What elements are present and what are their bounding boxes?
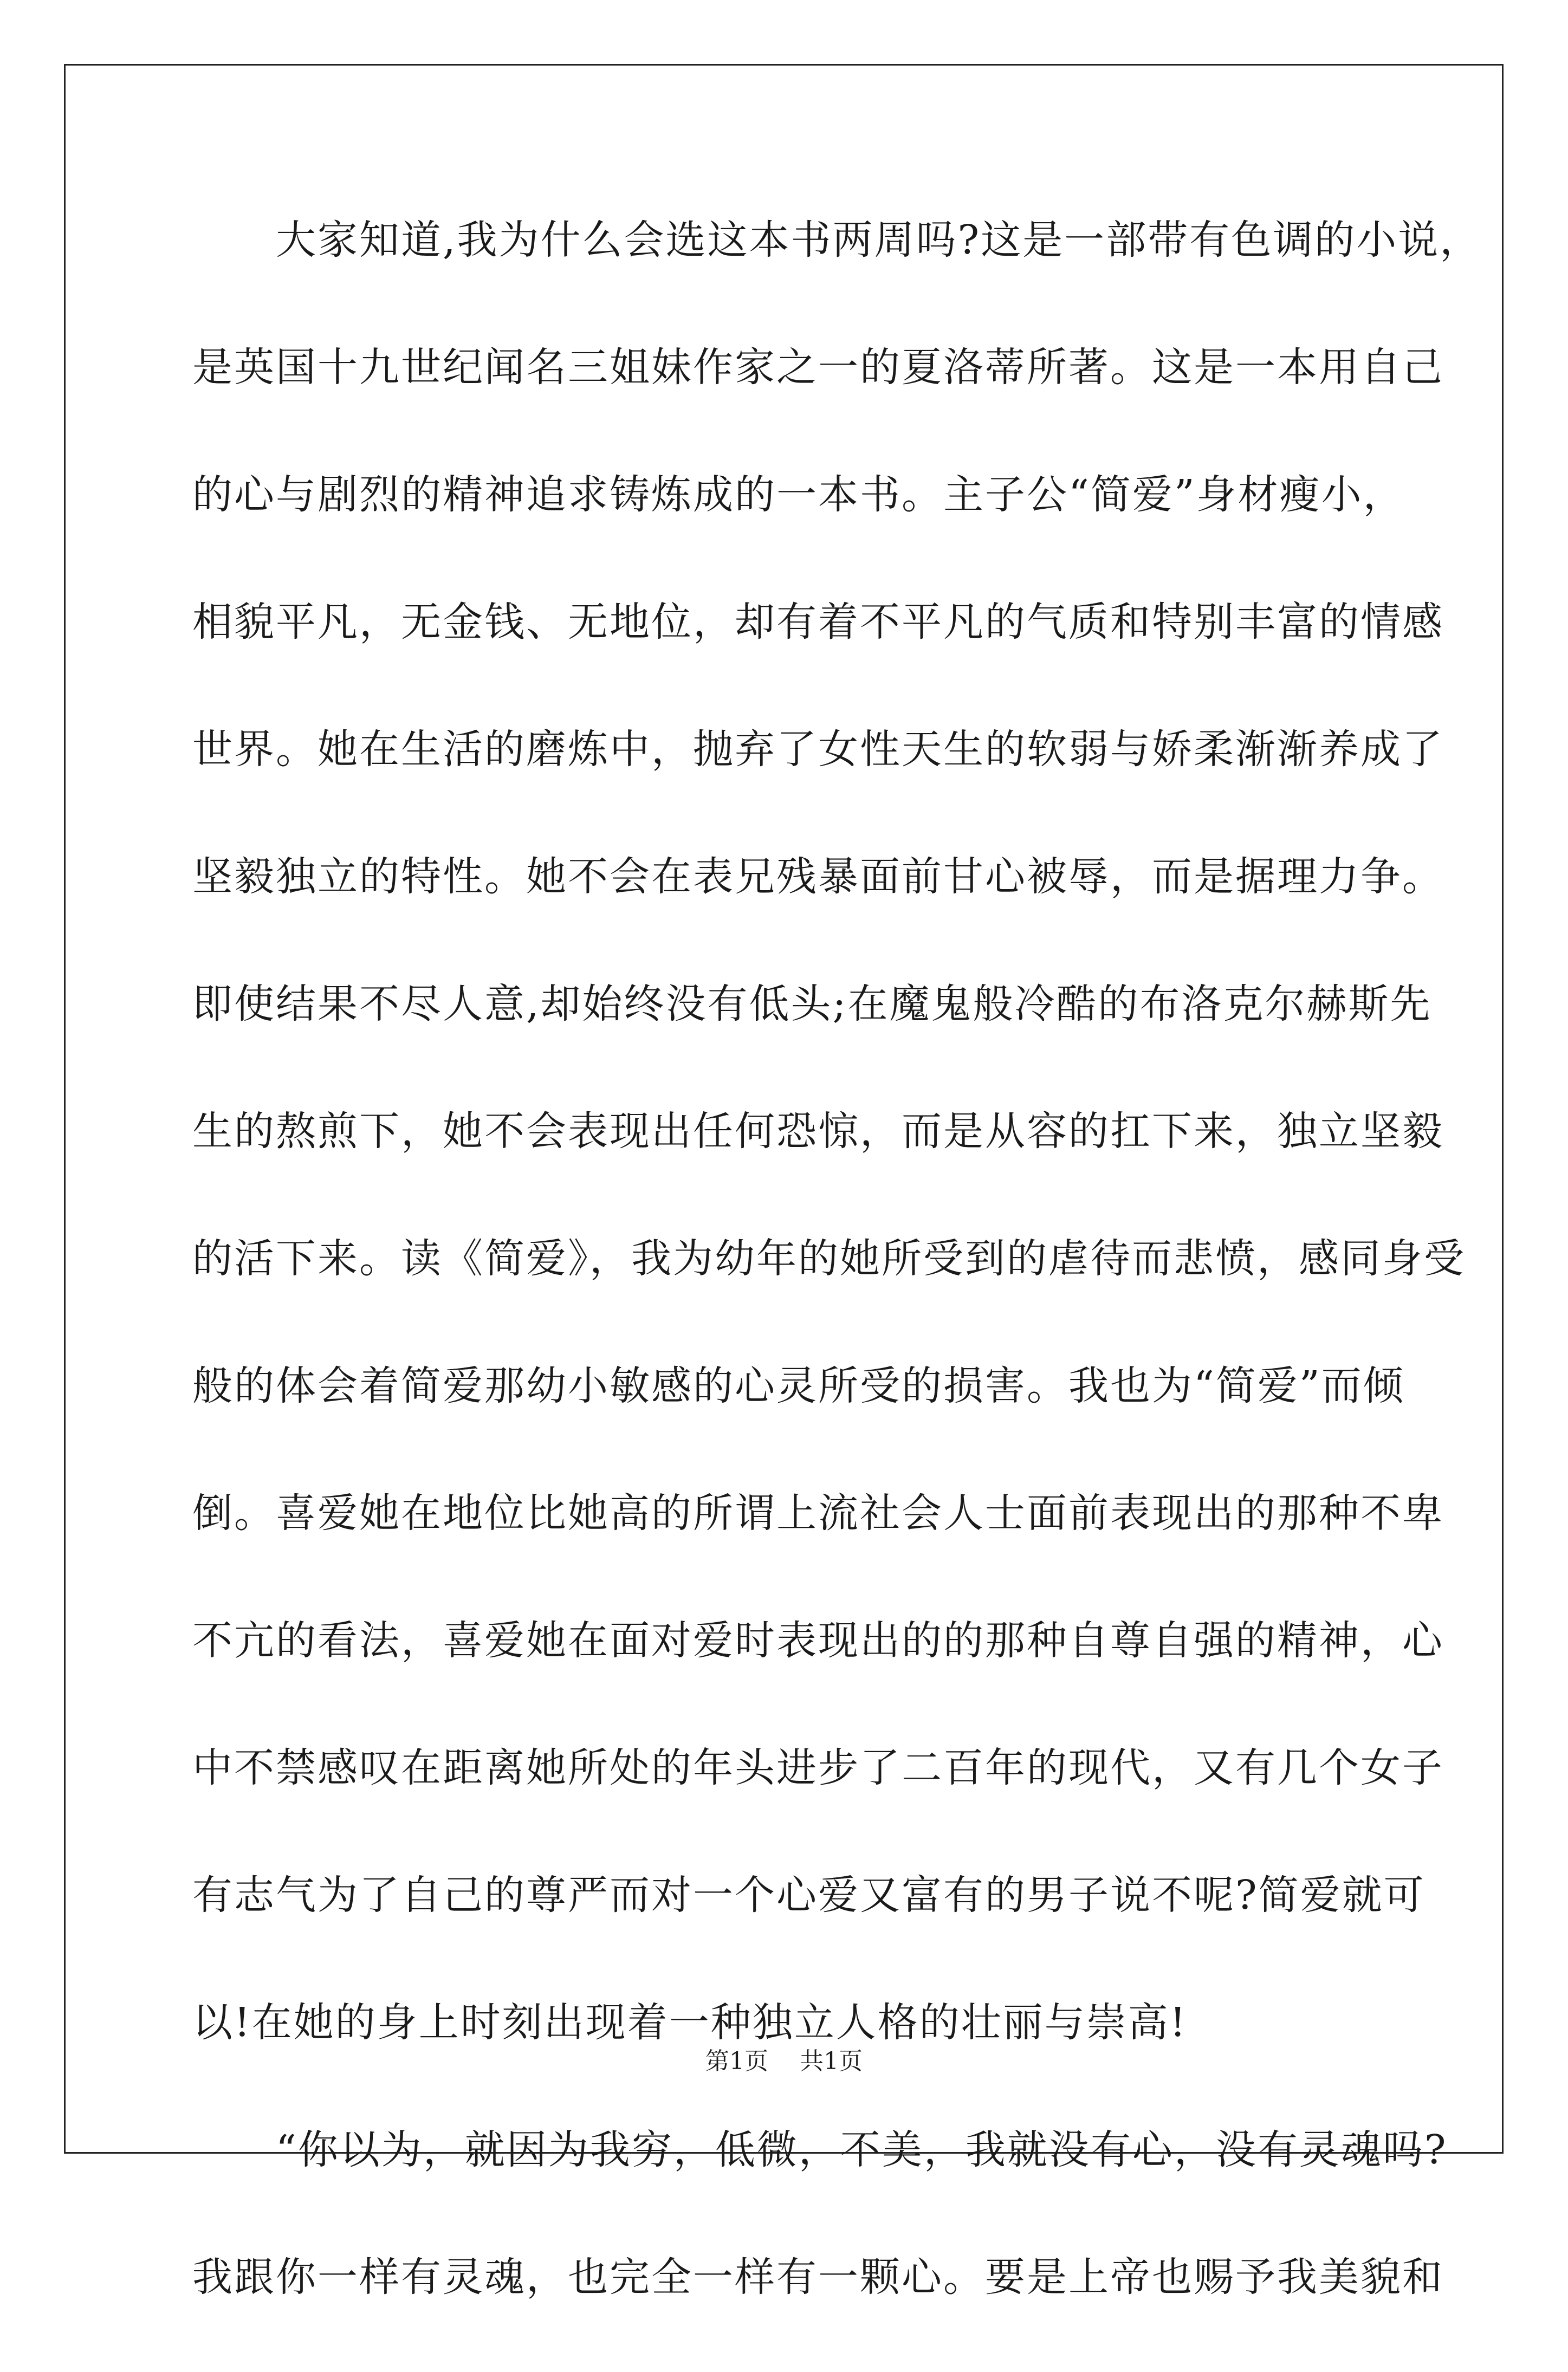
text-line: 我跟你一样有灵魂，也完全一样有一颗心。要是上帝也赐予我美貌和 [192, 2254, 1444, 2300]
text-line: 坚毅独立的特性。她不会在表兄残暴面前甘心被辱，而是据理力争。 [192, 853, 1444, 900]
text-line: 般的体会着简爱那幼小敏感的心灵所受的损害。我也为“简爱”而倾 [192, 1363, 1405, 1409]
text-line: 以!在她的身上时刻出现着一种独立人格的壮丽与崇高! [192, 1999, 1188, 2046]
text-line: 大家知道,我为什么会选这本书两周吗?这是一部带有色调的小说， [192, 217, 1482, 263]
text-line: 倒。喜爱她在地位比她高的所谓上流社会人士面前表现出的那种不卑 [192, 1490, 1444, 1537]
text-line: 的活下来。读《简爱》，我为幼年的她所受到的虐待而悲愤，感同身受 [192, 1235, 1466, 1282]
text-line: 世界。她在生活的磨炼中，抛弃了女性天生的软弱与娇柔渐渐养成了 [192, 726, 1444, 773]
text-line: 是英国十九世纪闻名三姐妹作家之一的夏洛蒂所著。这是一本用自己 [192, 344, 1444, 391]
text-line: 相貌平凡，无金钱、无地位，却有着不平凡的气质和特别丰富的情感 [192, 599, 1444, 645]
text-line: 中不禁感叹在距离她所处的年头进步了二百年的现代，又有几个女子 [192, 1745, 1444, 1791]
text-line: 有志气为了自己的尊严而对一个心爱又富有的男子说不呢?简爱就可 [192, 1872, 1426, 1919]
text-line: 即使结果不尽人意,却始终没有低头;在魔鬼般冷酷的布洛克尔赫斯先 [192, 981, 1432, 1027]
text-line: 不亢的看法，喜爱她在面对爱时表现出的的那种自尊自强的精神，心 [192, 1617, 1444, 1664]
page-footer: 第1页 共1页 [705, 2047, 863, 2075]
text-line: “你以为，就因为我穷，低微，不美，我就没有心，没有灵魂吗? [192, 2127, 1448, 2173]
text-line: 的心与剧烈的精神追求铸炼成的一本书。主子公“简爱”身材瘦小， [192, 471, 1405, 518]
text-line: 生的熬煎下，她不会表现出任何恐惊，而是从容的扛下来，独立坚毅 [192, 1108, 1444, 1155]
